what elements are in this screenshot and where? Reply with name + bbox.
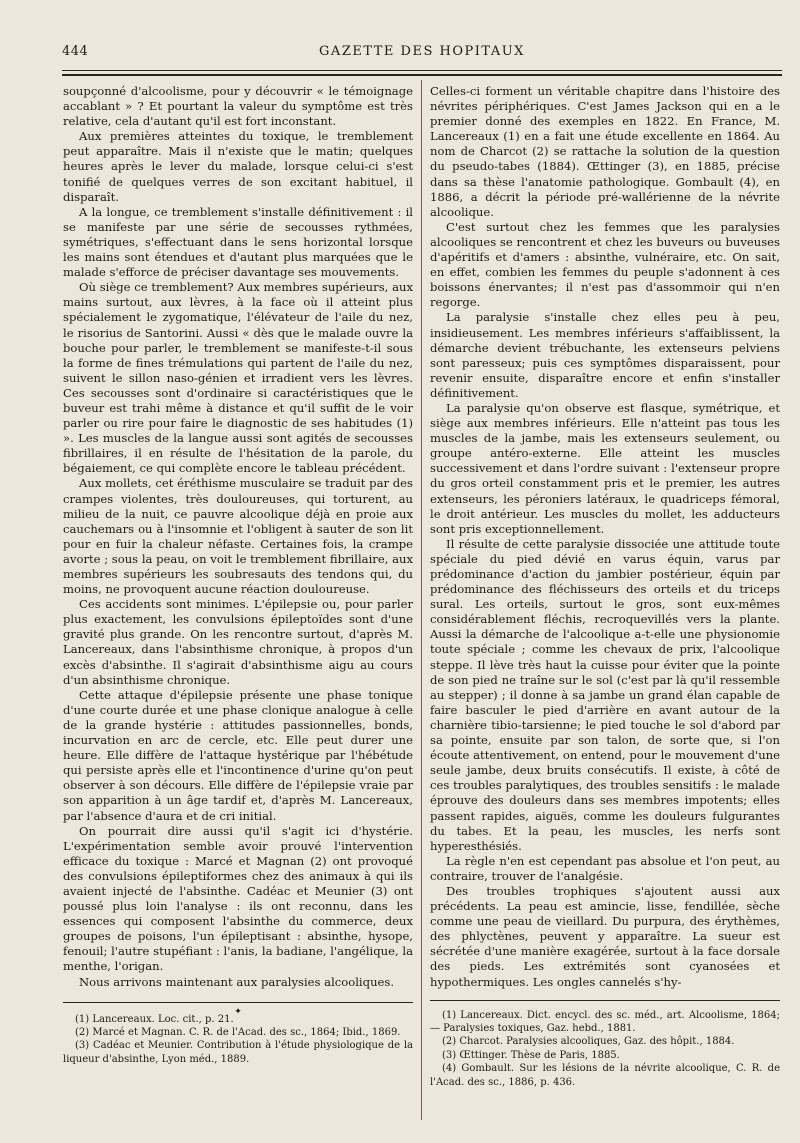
header-rule-thick xyxy=(62,74,782,76)
footnote: (1) Lancereaux. Dict. encycl. des sc. méd., art. Alcoolisme, 1864; — Paralysies toxiques, Gaz. hebd., 1881. xyxy=(430,1009,780,1035)
footnote: (4) Gombault. Sur les lésions de la névrite alcoolique, C. R. de l'Acad. des sc., 1886, p. 436. xyxy=(430,1063,780,1088)
paragraph: Nous arrivons maintenant aux paralysies alcooliques. xyxy=(79,974,395,989)
paragraph: Des troubles trophiques s'ajoutent aussi aux précédents. La peau est amincie, lisse, fendillée, sèche comme une peau de vieillard. Du purpura, des érythèmes, des phlyctènes, peuvent y apparaître. La sueur est sécrétée d'une manière exagérée, surtout à la face dorsale des pieds. Les extrémités sont cyanosées et hypothermiques. Les ongles cannelés s'hy- xyxy=(430,883,780,989)
footnotes-right xyxy=(430,1009,780,1089)
page-number: 444 xyxy=(62,44,89,59)
footnote: (3) Cadéac et Meunier. Contribution à l'étude physiologique de la liqueur d'absinthe, Lyon méd., 1889. xyxy=(63,1040,413,1065)
header-rule-thin xyxy=(62,70,782,71)
right-column xyxy=(430,84,780,1089)
footnote-rule xyxy=(63,1002,413,1003)
paragraph: Où siège ce tremblement? Aux membres supérieurs, aux mains surtout, aux lèvres, à la face où il atteint plus spécialement le zygomatique, l'élévateur de l'aile du nez, le risorius de Santorini. Aussi « dès que le malade ouvre la bouche pour parler, le tremblement se manifeste-t-il sous la forme de fines trémulations qui partent de l'aile du nez, suivent le sillon naso-génien et irradient vers les lèvres. Ces secousses sont d'ordinaire si caractéristiques que le buveur est trahi même à distance et qu'il suffit de le voir parler ou rire pour faire le diagnostic de ses habitudes (1) ». Les muscles de la langue aussi sont agités de secousses fibrillaires, il en résulte de l'hésitation de la parole, du bégaiement, ce qui complète encore le tableau précédent. xyxy=(63,280,413,476)
paragraph: soupçonné d'alcoolisme, pour y découvrir « le témoignage accablant » ? Et pourtant la valeur du symptôme est très relative, cela d'autant qu'il est fort inconstant. xyxy=(63,84,413,129)
footnote-star-marker: ✦ xyxy=(234,1006,242,1017)
column-divider xyxy=(421,80,422,1120)
footnote: (2) Charcot. Paralysies alcooliques, Gaz. des hôpit., 1884. xyxy=(442,1036,735,1048)
paragraph: A la longue, ce tremblement s'installe définitivement : il se manifeste par une série de secousses rythmées, symétriques, s'effectuant dans le sens horizontal lorsque les mains sont étendues et d'autant plus marquées que le malade s'efforce de préciser davantage ses mouvements. xyxy=(63,204,413,280)
paragraph: La paralysie qu'on observe est flasque, symétrique, et siège aux membres inférieurs. Elle n'atteint pas tous les muscles de la jambe, mais les extenseurs seulement, ou groupe antéro-externe. Elle atteint les muscles successivement et dans l'ordre suivant : l'extenseur propre du gros orteil constamment pris et le premier, les autres extenseurs, les péroniers latéraux, le quadriceps fémoral, le droit antérieur. Les muscles du mollet, les adducteurs sont pris exceptionnellement. xyxy=(430,400,780,536)
footnote: (1) Lancereaux. Loc. cit., p. 21. xyxy=(75,1013,234,1025)
left-column xyxy=(63,84,413,1066)
page-header xyxy=(62,44,782,66)
footnotes-left xyxy=(63,1013,413,1067)
paragraph: Aux premières atteintes du toxique, le tremblement peut apparaître. Mais il n'existe que le matin; quelques heures après le lever du malade, lorsque celui-ci s'est tonifié de quelques verres de son excitant habituel, il disparaît. xyxy=(63,129,413,204)
paragraph: On pourrait dire aussi qu'il s'agit ici d'hystérie. L'expérimentation semble avoir prouvé l'intervention efficace du toxique : Marcé et Magnan (2) ont provoqué des convulsions épileptiformes chez des animaux à qui ils avaient injecté de l'absinthe. Cadéac et Meunier (3) ont poussé plus loin l'analyse : ils ont reconnu, dans les essences qui composent l'absinthe du commerce, deux groupes de poisons, l'un épileptisant : absinthe, hysope, fenouil; l'autre stupéfiant : l'anis, la badiane, l'angélique, la menthe, l'origan. xyxy=(63,823,413,974)
footnote-rule xyxy=(430,1000,780,1001)
paragraph: La règle n'en est cependant pas absolue et l'on peut, au contraire, trouver de l'analgésie. xyxy=(430,853,780,883)
paragraph: Il résulte de cette paralysie dissociée une attitude toute spéciale du pied dévié en varus équin, varus par prédominance d'action du jambier postérieur, équin par prédominance des fléchisseurs des orteils et du triceps sural. Les orteils, surtout le gros, sont eux-mêmes considérablement fléchis, recroquevillés vers la plante. Aussi la démarche de l'alcoolique a-t-elle une physionomie toute spéciale ; comme les chevaux de prix, l'alcoolique steppe. Il lève très haut la cuisse pour éviter que la pointe de son pied ne traîne sur le sol (c'est par là qu'il ressemble au stepper) ; il donne à sa jambe un grand élan capable de faire basculer le pied d'arrière en avant autour de la charnière tibio-tarsienne; le pied touche le sol d'abord par sa pointe, ensuite par son talon, de sorte que, si l'on écoute attentivement, on entend, pour le mouvement d'une seule jambe, deux bruits consécutifs. Il existe, à côté de ces troubles paralytiques, des troubles sensitifs : le malade éprouve des douleurs dans ses membres impotents; elles passent rapides, aiguës, comme les douleurs fulgurantes du tabes. Et la peau, les muscles, les nerfs sont hyperesthésiés. xyxy=(430,536,780,853)
paragraph: Cette attaque d'épilepsie présente une phase tonique d'une courte durée et une phase clonique analogue à celle de la grande hystérie : attitudes passionnelles, bonds, incurvation en arc de cercle, etc. Elle peut durer une heure. Elle diffère de l'attaque hystérique par l'hébétude qui persiste après elle et l'incontinence d'urine qu'on peut observer à son décours. Elle diffère de l'épilepsie vraie par son apparition à un âge tardif et, d'après M. Lancereaux, par l'absence d'aura et de cri initial. xyxy=(63,687,413,823)
paragraph: C'est surtout chez les femmes que les paralysies alcooliques se rencontrent et chez les buveurs ou buveuses d'apéritifs et d'amers : absinthe, vulnéraire, etc. On sait, en effet, combien les femmes du peuple s'adonnent à ces boissons énervantes; il n'est pas d'assommoir qui n'en regorge. xyxy=(430,219,780,310)
journal-title: GAZETTE DES HOPITAUX xyxy=(319,44,525,59)
footnote: (2) Marcé et Magnan. C. R. de l'Acad. des sc., 1864; Ibid., 1869. xyxy=(75,1027,401,1039)
paragraph: La paralysie s'installe chez elles peu à peu, insidieusement. Les membres inférieurs s'affaiblissent, la démarche devient trébuchante, les extenseurs pelviens sont paresseux; puis ces symptômes disparaissent, pour revenir ensuite, disparaître encore et enfin s'installer définitivement. xyxy=(430,310,780,400)
paragraph: Ces accidents sont minimes. L'épilepsie ou, pour parler plus exactement, les convulsions épileptoïdes sont d'une gravité plus grande. On les rencontre surtout, d'après M. Lancereaux, dans l'absinthisme chronique, à propos d'un excès d'absinthe. Il s'agirait d'absinthisme aigu au cours d'un absinthisme chronique. xyxy=(63,597,413,687)
paragraph: Aux mollets, cet éréthisme musculaire se traduit par des crampes violentes, très douloureuses, qui torturent, au milieu de la nuit, ce pauvre alcoolique déjà en proie aux cauchemars ou à l'insomnie et l'obligent à sauter de son lit pour en fuir la chaleur néfaste. Certaines fois, la crampe avorte ; sous la peau, on voit le tremblement fibrillaire, aux membres supérieurs les soubresauts des tendons qui, du moins, ne provoquent aucune réaction douloureuse. xyxy=(63,476,413,597)
footnote: (3) Œttinger. Thèse de Paris, 1885. xyxy=(442,1049,620,1061)
paragraph: Celles-ci forment un véritable chapitre dans l'histoire des névrites périphériques. C'est James Jackson qui en a le premier donné des exemples en 1822. En France, M. Lancereaux (1) en a fait une étude excellente en 1864. Au nom de Charcot (2) se rattache la solution de la question du pseudo-tabes (1884). Œttinger (3), en 1885, précise dans sa thèse l'anatomie pathologique. Gombault (4), en 1886, a décrit la période pré-wallérienne de la névrite alcoolique. xyxy=(430,84,780,219)
